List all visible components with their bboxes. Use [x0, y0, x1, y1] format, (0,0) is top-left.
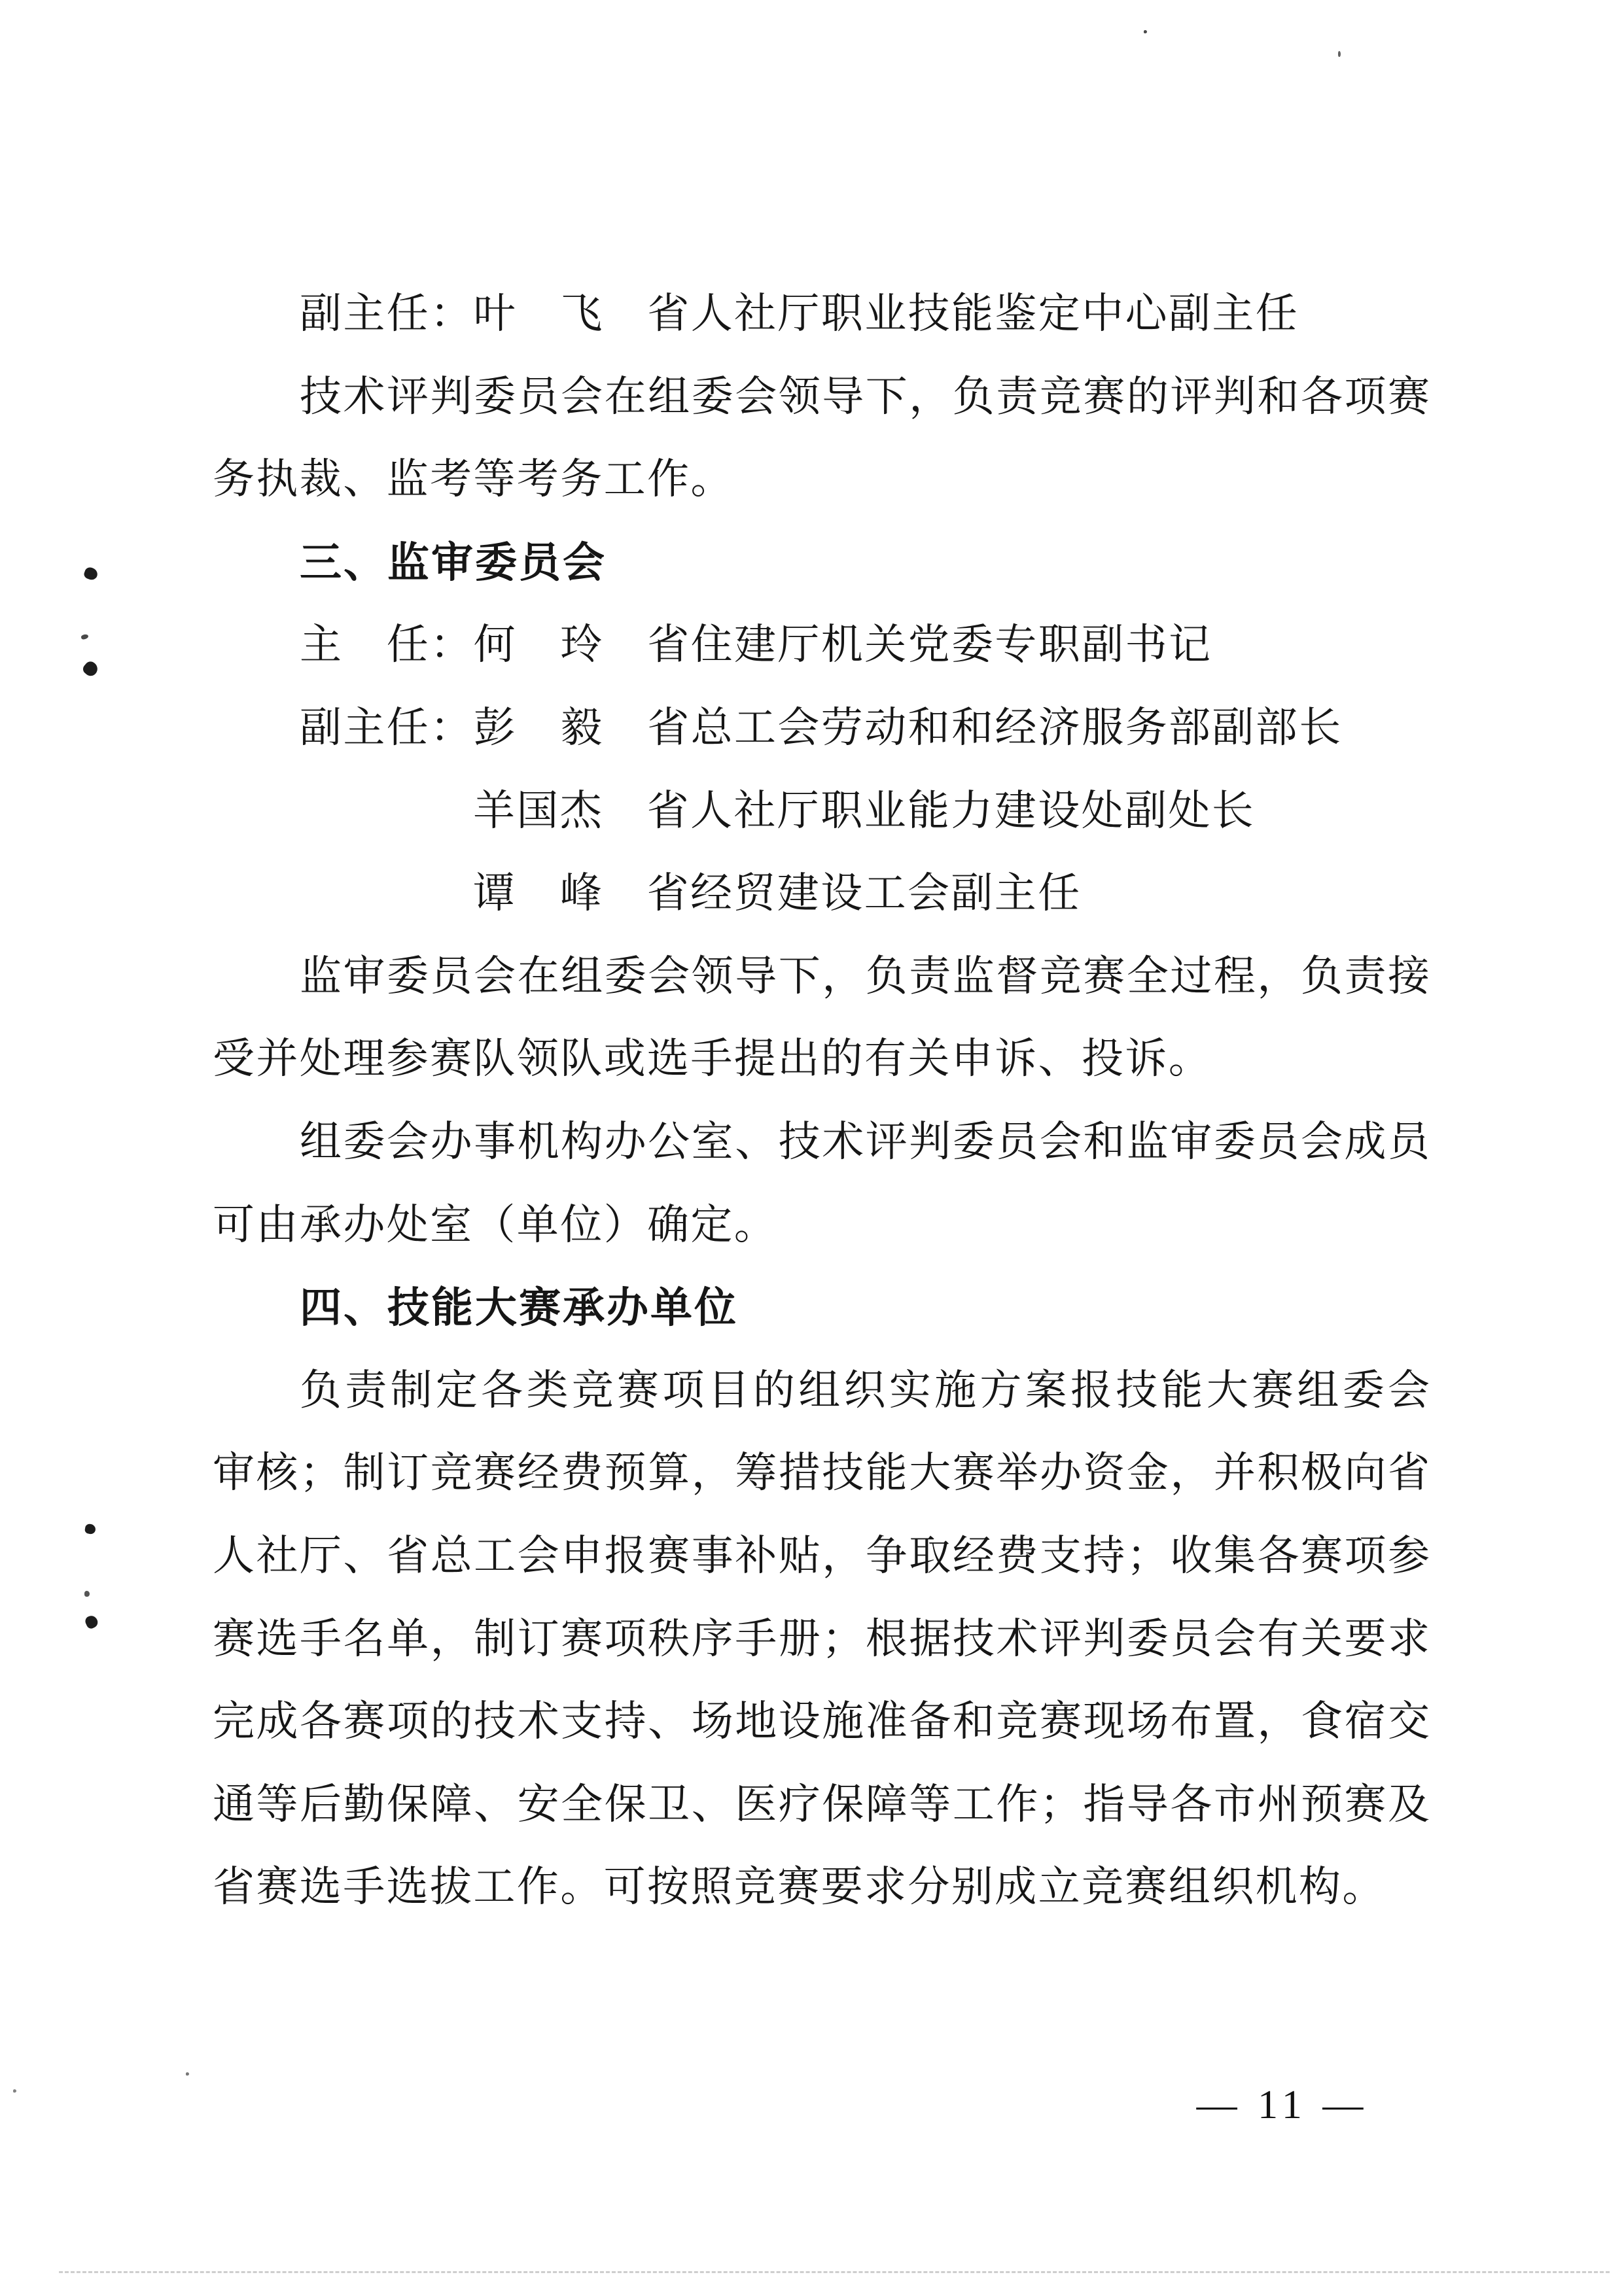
- document-body: [213, 273, 1430, 1929]
- text-line: 负责制定各类竞赛项目的组织实施方案报技能大赛组委会: [300, 1366, 1430, 1414]
- ink-speck: [13, 2089, 16, 2093]
- scan-edge-artifact: [59, 2271, 1610, 2273]
- ink-speck: [80, 634, 88, 640]
- section-heading-4: 四、技能大赛承办单位: [300, 1284, 738, 1332]
- text-line: 通等后勤保障、安全保卫、医疗保障等工作；指导各市州预赛及: [213, 1781, 1430, 1828]
- committee-member-line: 副主任：叶 飞 省人社厅职业技能鉴定中心副主任: [300, 290, 1299, 337]
- ink-speck: [84, 1523, 96, 1535]
- text-line: 人社厅、省总工会申报赛事补贴，争取经费支持；收集各赛项参: [213, 1532, 1430, 1579]
- ink-speck: [84, 1614, 99, 1630]
- ink-speck: [83, 566, 99, 582]
- committee-member-line: 副主任：彭 毅 省总工会劳动和和经济服务部副部长: [300, 704, 1343, 751]
- text-line: 省赛选手选拔工作。可按照竞赛要求分别成立竞赛组织机构。: [213, 1864, 1386, 1911]
- page-number: — 11 —: [1196, 2083, 1369, 2127]
- ink-speck: [186, 2072, 189, 2076]
- committee-member-line: 羊国杰 省人社厅职业能力建设处副处长: [473, 787, 1256, 834]
- ink-speck: [81, 659, 101, 679]
- text-line: 监审委员会在组委会领导下，负责监督竞赛全过程，负责接: [300, 952, 1430, 1000]
- text-line: 务执裁、监考等考务工作。: [213, 456, 734, 503]
- committee-member-line: 主 任：何 玲 省住建厅机关党委专职副书记: [300, 621, 1212, 669]
- committee-member-line: 谭 峰 省经贸建设工会副主任: [473, 870, 1082, 917]
- text-line: 可由承办处室（单位）确定。: [213, 1201, 778, 1248]
- text-line: 赛选手名单，制订赛项秩序手册；根据技术评判委员会有关要求: [213, 1615, 1430, 1662]
- text-line: 完成各赛项的技术支持、场地设施准备和竞赛现场布置，食宿交: [213, 1698, 1430, 1745]
- section-heading-3: 三、监审委员会: [300, 538, 607, 586]
- text-line: 技术评判委员会在组委会领导下，负责竞赛的评判和各项赛: [300, 373, 1430, 420]
- text-line: 审核；制订竞赛经费预算，筹措技能大赛举办资金，并积极向省: [213, 1450, 1430, 1497]
- text-line: 组委会办事机构办公室、技术评判委员会和监审委员会成员: [300, 1118, 1430, 1165]
- ink-speck: [1338, 51, 1341, 57]
- ink-speck: [1144, 30, 1147, 33]
- text-line: 受并处理参赛队领队或选手提出的有关申诉、投诉。: [213, 1035, 1212, 1083]
- ink-speck: [84, 1591, 90, 1597]
